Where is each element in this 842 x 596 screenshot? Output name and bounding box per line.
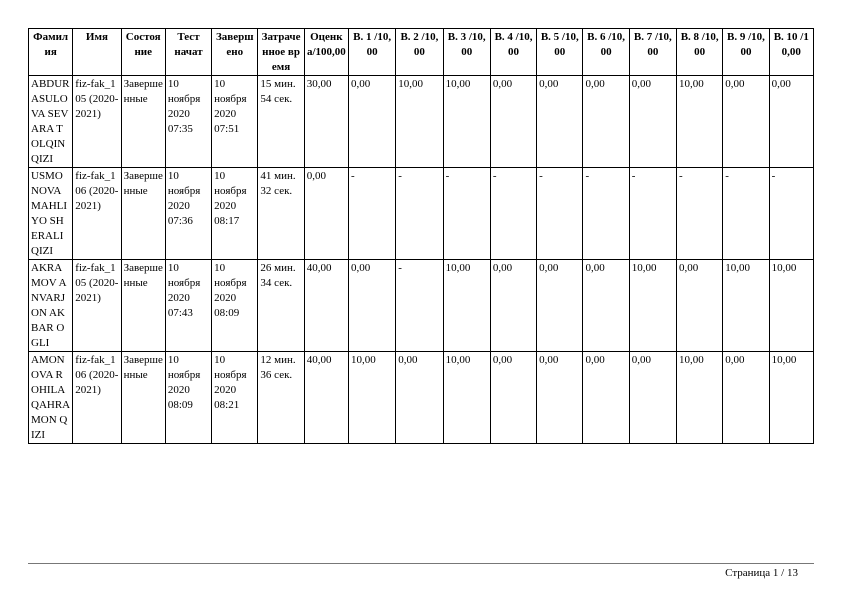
- col-header-surname: Фамилия: [29, 29, 73, 76]
- cell-q4: 0,00: [490, 76, 536, 168]
- cell-q1: 10,00: [348, 352, 395, 444]
- cell-q3: 10,00: [443, 352, 490, 444]
- cell-q4: -: [490, 168, 536, 260]
- cell-completed: 10 ноября 2020 07:51: [212, 76, 258, 168]
- cell-q10: 0,00: [769, 76, 813, 168]
- cell-completed: 10 ноября 2020 08:17: [212, 168, 258, 260]
- cell-q10: 10,00: [769, 260, 813, 352]
- col-header-q5: В. 5 /10,00: [537, 29, 583, 76]
- cell-q2: -: [396, 168, 443, 260]
- cell-state: Завершенные: [121, 260, 165, 352]
- col-header-time-taken: Затраченное время: [258, 29, 304, 76]
- cell-state: Завершенные: [121, 168, 165, 260]
- col-header-q8: В. 8 /10,00: [677, 29, 723, 76]
- col-header-q10: В. 10 /10,00: [769, 29, 813, 76]
- cell-q3: -: [443, 168, 490, 260]
- cell-time-taken: 12 мин. 36 сек.: [258, 352, 304, 444]
- cell-started: 10 ноября 2020 08:09: [165, 352, 211, 444]
- col-header-q6: В. 6 /10,00: [583, 29, 629, 76]
- cell-q9: 0,00: [723, 352, 769, 444]
- cell-q10: -: [769, 168, 813, 260]
- cell-q5: 0,00: [537, 260, 583, 352]
- cell-state: Завершенные: [121, 76, 165, 168]
- col-header-grade: Оценка/100,00: [304, 29, 348, 76]
- cell-q4: 0,00: [490, 260, 536, 352]
- cell-time-taken: 26 мин. 34 сек.: [258, 260, 304, 352]
- page-number: Страница 1 / 13: [725, 567, 798, 579]
- cell-q8: 10,00: [677, 352, 723, 444]
- cell-started: 10 ноября 2020 07:36: [165, 168, 211, 260]
- cell-q7: -: [629, 168, 676, 260]
- cell-q9: -: [723, 168, 769, 260]
- col-header-started: Тест начат: [165, 29, 211, 76]
- cell-q8: 0,00: [677, 260, 723, 352]
- cell-q8: 10,00: [677, 76, 723, 168]
- table-row: [29, 76, 814, 168]
- cell-grade: 40,00: [304, 260, 348, 352]
- cell-q7: 0,00: [629, 76, 676, 168]
- cell-q1: -: [348, 168, 395, 260]
- col-header-q4: В. 4 /10,00: [490, 29, 536, 76]
- col-header-q2: В. 2 /10,00: [396, 29, 443, 76]
- cell-q7: 0,00: [629, 352, 676, 444]
- cell-completed: 10 ноября 2020 08:09: [212, 260, 258, 352]
- cell-name: fiz-fak_105 (2020-2021): [73, 76, 121, 168]
- cell-q7: 10,00: [629, 260, 676, 352]
- cell-surname: AKRAMOV ANVARJON AKBAR OGLI: [29, 260, 73, 352]
- cell-surname: USMONOVA MAHLIYO SHERALI QIZI: [29, 168, 73, 260]
- cell-time-taken: 15 мин. 54 сек.: [258, 76, 304, 168]
- cell-q2: 10,00: [396, 76, 443, 168]
- table-row: [29, 260, 814, 352]
- col-header-q1: В. 1 /10,00: [348, 29, 395, 76]
- cell-surname: AMONOVA ROHILA QAHRAMON QIZI: [29, 352, 73, 444]
- table-row: [29, 168, 814, 260]
- cell-started: 10 ноября 2020 07:35: [165, 76, 211, 168]
- col-header-q3: В. 3 /10,00: [443, 29, 490, 76]
- cell-name: fiz-fak_105 (2020-2021): [73, 260, 121, 352]
- cell-q6: -: [583, 168, 629, 260]
- footer-divider: [28, 563, 814, 564]
- cell-started: 10 ноября 2020 07:43: [165, 260, 211, 352]
- cell-q6: 0,00: [583, 260, 629, 352]
- cell-state: Завершенные: [121, 352, 165, 444]
- cell-q6: 0,00: [583, 76, 629, 168]
- cell-time-taken: 41 мин. 32 сек.: [258, 168, 304, 260]
- cell-q5: 0,00: [537, 352, 583, 444]
- cell-grade: 40,00: [304, 352, 348, 444]
- col-header-q9: В. 9 /10,00: [723, 29, 769, 76]
- cell-name: fiz-fak_106 (2020-2021): [73, 352, 121, 444]
- cell-name: fiz-fak_106 (2020-2021): [73, 168, 121, 260]
- cell-q6: 0,00: [583, 352, 629, 444]
- cell-q8: -: [677, 168, 723, 260]
- col-header-name: Имя: [73, 29, 121, 76]
- col-header-q7: В. 7 /10,00: [629, 29, 676, 76]
- cell-grade: 30,00: [304, 76, 348, 168]
- cell-q3: 10,00: [443, 260, 490, 352]
- cell-q4: 0,00: [490, 352, 536, 444]
- cell-grade: 0,00: [304, 168, 348, 260]
- cell-surname: ABDURASULOVA SEVARA TOLQIN QIZI: [29, 76, 73, 168]
- cell-q9: 0,00: [723, 76, 769, 168]
- cell-q9: 10,00: [723, 260, 769, 352]
- cell-completed: 10 ноября 2020 08:21: [212, 352, 258, 444]
- col-header-completed: Завершено: [212, 29, 258, 76]
- header-row: [29, 29, 814, 76]
- cell-q1: 0,00: [348, 76, 395, 168]
- col-header-state: Состояние: [121, 29, 165, 76]
- cell-q2: 0,00: [396, 352, 443, 444]
- cell-q3: 10,00: [443, 76, 490, 168]
- cell-q5: 0,00: [537, 76, 583, 168]
- cell-q1: 0,00: [348, 260, 395, 352]
- cell-q10: 10,00: [769, 352, 813, 444]
- cell-q5: -: [537, 168, 583, 260]
- cell-q2: -: [396, 260, 443, 352]
- results-table: [28, 28, 814, 444]
- table-row: [29, 352, 814, 444]
